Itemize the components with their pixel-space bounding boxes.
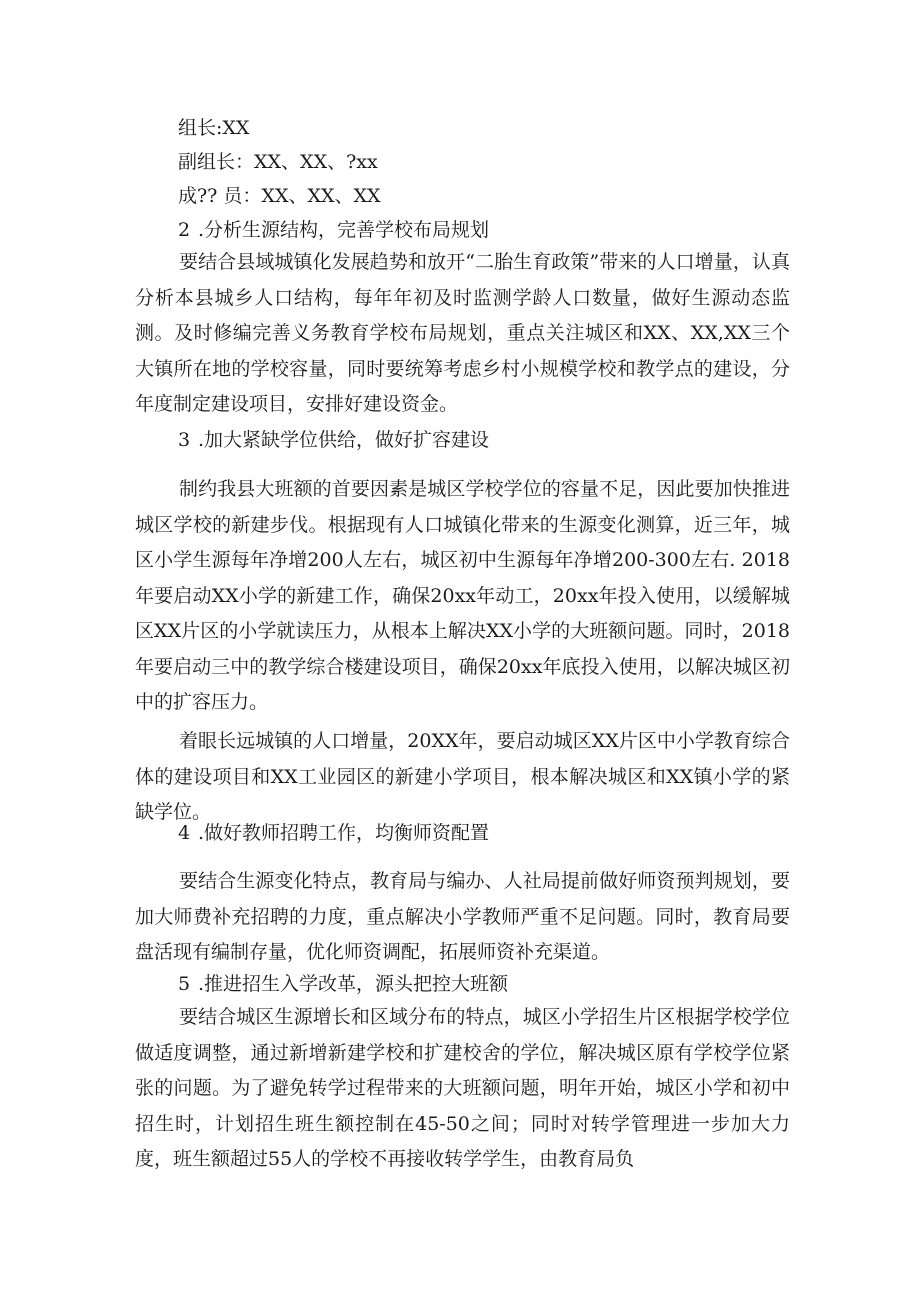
section-heading-3 xyxy=(178,428,489,452)
paragraph: 要结合生源变化特点，教育局与编办、人社局提前做好师资预判规划，要加大师费补充招聘的力度，重点解决小学教师严重不足问题。同时，教育局要盘活现有编制存量，优化师资调配，拓展师资补充渠道。 xyxy=(135,870,790,963)
committee-deputy: 副组长：XX、XX、?xx xyxy=(178,151,378,173)
committee-members: 成?? 员：XX、XX、XX xyxy=(178,185,381,207)
paragraph: 制约我县大班额的首要因素是城区学校学位的容量不足，因此要加快推进城区学校的新建步伐。根据现有人口城镇化带来的生源变化测算，近三年，城区小学生源每年净增200人左右，城区初中生源每年净增200-300左右. 2018年要启动XX小学的新建工作，确保20xx年动工，20xx年投入使用，以缓解城区XX片区的小学就读压力，从根本上解决XX小学的大班额问题。同时，2018年要启动三中的教学综合楼建设项目，确保20xx年底投入使用，以解决城区初中的扩容压力。 xyxy=(135,478,790,713)
section-number: 2 xyxy=(178,219,191,241)
committee-leader: 组长:XX xyxy=(178,117,250,139)
section-number: 5 xyxy=(178,973,191,995)
paragraph: 着眼长远城镇的人口增量，20XX年，要启动城区XX片区中小学教育综合体的建设项目和XX工业园区的新建小学项目，根本解决城区和XX镇小学的紧缺学位。 xyxy=(135,730,790,823)
section-heading-5 xyxy=(178,972,508,996)
section-heading-4 xyxy=(178,821,489,845)
paragraph: 要结合城区生源增长和区域分布的特点，城区小学招生片区根据学校学位做适度调整，通过新增新建学校和扩建校舍的学位，解决城区原有学校学位紧张的问题。为了避免转学过程带来的大班额问题，明年开始，城区小学和初中招生时，计划招生班生额控制在45-50之间；同时对转学管理进一步加大力度，班生额超过55人的学校不再接收转学学生，由教育局负 xyxy=(135,1006,790,1170)
paragraph: 要结合县域城镇化发展趋势和放开“二胎生育政策”带来的人口增量，认真分析本县城乡人口结构，每年年初及时监测学龄人口数量，做好生源动态监测。及时修编完善义务教育学校布局规划，重点关注城区和XX、XX,XX三个大镇所在地的学校容量，同时要统筹考虑乡村小规模学校和教学点的建设，分年度制定建设项目，安排好建设资金。 xyxy=(135,251,790,415)
section-number: 4 xyxy=(178,822,191,844)
section-title: .做好教师招聘工作，均衡师资配置 xyxy=(198,822,490,844)
section-heading-2 xyxy=(178,218,489,242)
section-title: .分析生源结构，完善学校布局规划 xyxy=(198,219,490,241)
section-title: .加大紧缺学位供给，做好扩容建设 xyxy=(198,429,490,451)
section-title: .推进招生入学改革，源头把控大班额 xyxy=(198,973,509,995)
section-number: 3 xyxy=(178,429,191,451)
